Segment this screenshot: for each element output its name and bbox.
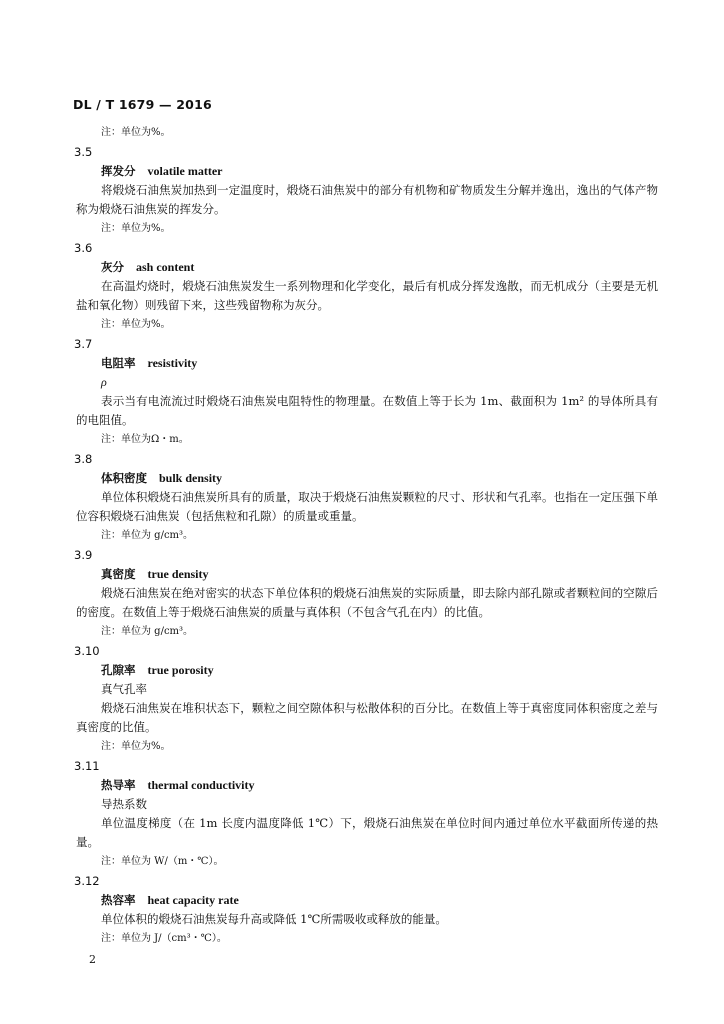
term-heading xyxy=(76,162,658,181)
section-3-5 xyxy=(76,143,658,239)
section-number: 3.6 xyxy=(74,241,93,255)
document-body xyxy=(76,123,658,949)
term-chinese: 孔隙率 xyxy=(101,663,136,677)
term-english: thermal conductivity xyxy=(147,778,255,792)
definition-text: 在高温灼烧时，煅烧石油焦炭发生一系列物理和化学变化，最后有机成分挥发逸散，而无机成分（主要是无机盐和氧化物）则残留下来，这些残留物称为灰分。 xyxy=(76,279,658,312)
term-english: volatile matter xyxy=(147,164,223,178)
term-heading xyxy=(76,565,658,584)
term-heading xyxy=(76,891,658,910)
term-chinese: 电阻率 xyxy=(101,356,136,370)
unit-note: 注：单位为%。 xyxy=(101,741,171,752)
term-synonym: ρ xyxy=(101,375,107,389)
term-english: resistivity xyxy=(147,356,198,370)
definition-text: 单位体积的煅烧石油焦炭每升高或降低 1℃所需吸收或释放的能量。 xyxy=(101,912,447,926)
section-3-6 xyxy=(76,239,658,335)
definition-text: 将煅烧石油焦炭加热到一定温度时，煅烧石油焦炭中的部分有机物和矿物质发生分解并逸出，逸出的气体产物称为煅烧石油焦炭的挥发分。 xyxy=(76,183,658,216)
unit-note: 注：单位为 W/（m・℃）。 xyxy=(101,856,224,867)
definition-text: 煅烧石油焦炭在绝对密实的状态下单位体积的煅烧石油焦炭的实际质量，即去除内部孔隙或者颗粒间的空隙后的密度。在数值上等于煅烧石油焦炭的质量与真体积（不包含气孔在内）的比值。 xyxy=(76,586,658,619)
section-3-12 xyxy=(76,872,658,949)
definition-text: 表示当有电流流过时煅烧石油焦炭电阻特性的物理量。在数值上等于长为 1m、截面积为 1m² 的导体所具有的电阻值。 xyxy=(76,394,658,427)
term-english: heat capacity rate xyxy=(147,893,239,907)
term-chinese: 真密度 xyxy=(101,567,136,581)
unit-note: 注：单位为 J/（cm³・℃）。 xyxy=(101,933,227,944)
definition-text: 单位温度梯度（在 1m 长度内温度降低 1℃）下，煅烧石油焦炭在单位时间内通过单位水平截面所传递的热量。 xyxy=(76,816,658,849)
term-english: ash content xyxy=(136,260,195,274)
term-english: true porosity xyxy=(147,663,214,677)
term-heading xyxy=(76,354,658,373)
unit-note: 注：单位为%。 xyxy=(101,319,171,330)
term-heading xyxy=(76,776,658,795)
term-chinese: 热容率 xyxy=(101,893,136,907)
term-synonym: 导热系数 xyxy=(101,797,147,811)
unit-note: 注：单位为 g/cm³。 xyxy=(101,626,194,637)
section-number: 3.12 xyxy=(74,874,100,888)
section-number: 3.11 xyxy=(74,759,100,773)
section-number: 3.10 xyxy=(74,644,100,658)
term-english: true density xyxy=(147,567,209,581)
unit-note: 注：单位为%。 xyxy=(101,223,171,234)
section-number: 3.7 xyxy=(74,337,93,351)
term-heading xyxy=(76,661,658,680)
unit-note: 注：单位为 g/cm³。 xyxy=(101,530,194,541)
definition-text: 煅烧石油焦炭在堆积状态下，颗粒之间空隙体积与松散体积的百分比。在数值上等于真密度同体积密度之差与真密度的比值。 xyxy=(76,701,658,734)
term-english: bulk density xyxy=(159,471,223,485)
term-chinese: 灰分 xyxy=(101,260,124,274)
unit-note: 注：单位为Ω・m。 xyxy=(101,434,189,445)
term-heading xyxy=(76,469,658,488)
section-3-10 xyxy=(76,642,658,757)
section-3-8 xyxy=(76,450,658,546)
section-3-7 xyxy=(76,335,658,450)
term-heading xyxy=(76,258,658,277)
section-number: 3.5 xyxy=(74,145,93,159)
section-number: 3.9 xyxy=(74,548,93,562)
page-number: 2 xyxy=(89,953,96,966)
term-synonym: 真气孔率 xyxy=(101,682,147,696)
section-number: 3.8 xyxy=(74,452,93,466)
definition-text: 单位体积煅烧石油焦炭所具有的质量，取决于煅烧石油焦炭颗粒的尺寸、形状和气孔率。也指在一定压强下单位容积煅烧石油焦炭（包括焦粒和孔隙）的质量或重量。 xyxy=(76,490,658,523)
term-chinese: 体积密度 xyxy=(101,471,147,485)
term-chinese: 挥发分 xyxy=(101,164,136,178)
document-id: DL / T 1679 — 2016 xyxy=(73,97,212,112)
section-3-11 xyxy=(76,757,658,872)
top-note: 注：单位为%。 xyxy=(101,127,171,138)
section-3-9 xyxy=(76,546,658,642)
section-list xyxy=(76,143,658,949)
term-chinese: 热导率 xyxy=(101,778,136,792)
